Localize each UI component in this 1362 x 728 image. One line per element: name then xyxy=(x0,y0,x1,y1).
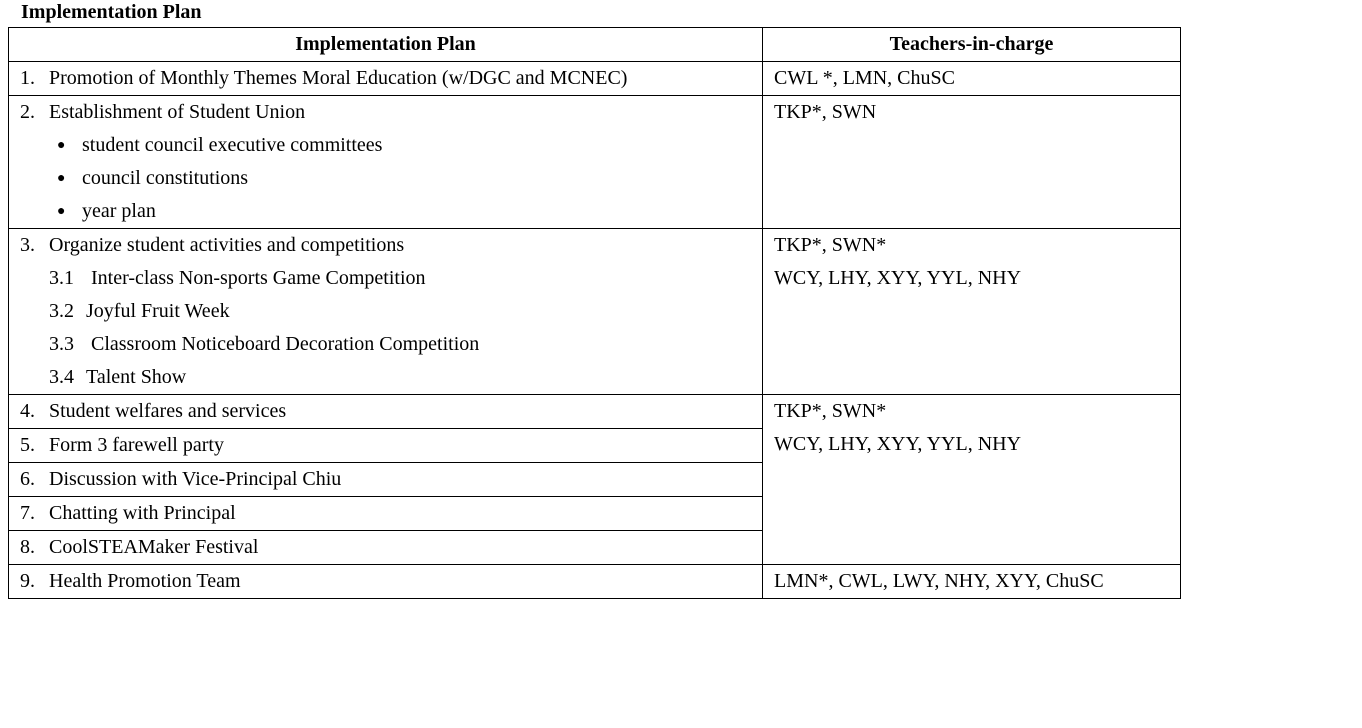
bullet-item xyxy=(9,162,762,195)
sub-item xyxy=(9,361,762,394)
plan-cell xyxy=(9,395,763,429)
bullet-text: year plan xyxy=(82,200,156,222)
plan-cell xyxy=(9,62,763,96)
header-teachers-in-charge: Teachers-in-charge xyxy=(763,28,1181,62)
bullet-icon: ● xyxy=(57,171,66,186)
item-number: 6. xyxy=(20,468,35,490)
teachers-text: LMN*, CWL, LWY, NHY, XYY, ChuSC xyxy=(774,570,1104,592)
item-number: 2. xyxy=(20,101,35,123)
plan-cell xyxy=(9,531,763,565)
item-text: Establishment of Student Union xyxy=(49,101,306,123)
item-number: 8. xyxy=(20,536,35,558)
bullet-item xyxy=(9,195,762,228)
sub-item-text: Talent Show xyxy=(86,366,187,388)
sub-item-number: 3.3 xyxy=(49,333,74,355)
sub-item xyxy=(9,328,762,361)
bullet-item xyxy=(9,129,762,162)
teachers-text: WCY, LHY, XYY, YYL, NHY xyxy=(774,433,1022,455)
sub-item-text: Inter-class Non-sports Game Competition xyxy=(86,267,426,289)
item-number: 5. xyxy=(20,434,35,456)
teachers-text: TKP*, SWN* xyxy=(774,400,887,422)
teachers-text: TKP*, SWN* xyxy=(774,234,887,256)
table-row xyxy=(9,62,1181,96)
item-number: 3. xyxy=(20,234,35,256)
sub-item-text: Joyful Fruit Week xyxy=(86,300,230,322)
teachers-cell xyxy=(763,62,1181,96)
sub-item-number: 3.4 xyxy=(49,366,74,388)
teachers-text: TKP*, SWN xyxy=(774,101,877,123)
teachers-cell xyxy=(763,565,1181,599)
item-number: 4. xyxy=(20,400,35,422)
bullet-icon: ● xyxy=(57,204,66,219)
sub-item xyxy=(9,262,762,295)
item-text: Health Promotion Team xyxy=(49,570,241,592)
plan-cell xyxy=(9,497,763,531)
table-row xyxy=(9,229,1181,395)
sub-item-number: 3.1 xyxy=(49,267,74,289)
teachers-cell xyxy=(763,96,1181,229)
item-text: Student welfares and services xyxy=(49,400,287,422)
table-row xyxy=(9,96,1181,229)
bullet-text: council constitutions xyxy=(82,167,249,189)
item-number: 1. xyxy=(20,67,35,89)
item-text: Promotion of Monthly Themes Moral Education (w/DGC and MCNEC) xyxy=(49,67,628,89)
sub-item-number: 3.2 xyxy=(49,300,74,322)
teachers-text: CWL *, LMN, ChuSC xyxy=(774,67,955,89)
item-text: Chatting with Principal xyxy=(49,502,236,524)
item-text: Form 3 farewell party xyxy=(49,434,224,456)
bullet-icon: ● xyxy=(57,138,66,153)
plan-cell xyxy=(9,463,763,497)
plan-cell xyxy=(9,96,763,229)
sub-item xyxy=(9,295,762,328)
implementation-plan-table xyxy=(8,27,1181,599)
item-text: CoolSTEAMaker Festival xyxy=(49,536,259,558)
table-row xyxy=(9,565,1181,599)
plan-cell xyxy=(9,229,763,395)
item-number: 7. xyxy=(20,502,35,524)
item-text: Organize student activities and competitions xyxy=(49,234,405,256)
bullet-text: student council executive committees xyxy=(82,134,383,156)
plan-cell xyxy=(9,429,763,463)
table-header-row xyxy=(9,28,1181,62)
teachers-text: WCY, LHY, XYY, YYL, NHY xyxy=(774,267,1022,289)
plan-cell xyxy=(9,565,763,599)
item-text: Discussion with Vice-Principal Chiu xyxy=(49,468,342,490)
header-implementation-plan: Implementation Plan xyxy=(9,28,763,62)
table-row xyxy=(9,395,1181,429)
teachers-cell xyxy=(763,229,1181,395)
teachers-cell xyxy=(763,395,1181,565)
sub-item-text: Classroom Noticeboard Decoration Competition xyxy=(86,333,480,355)
item-number: 9. xyxy=(20,570,35,592)
document-title: Implementation Plan xyxy=(21,1,202,23)
